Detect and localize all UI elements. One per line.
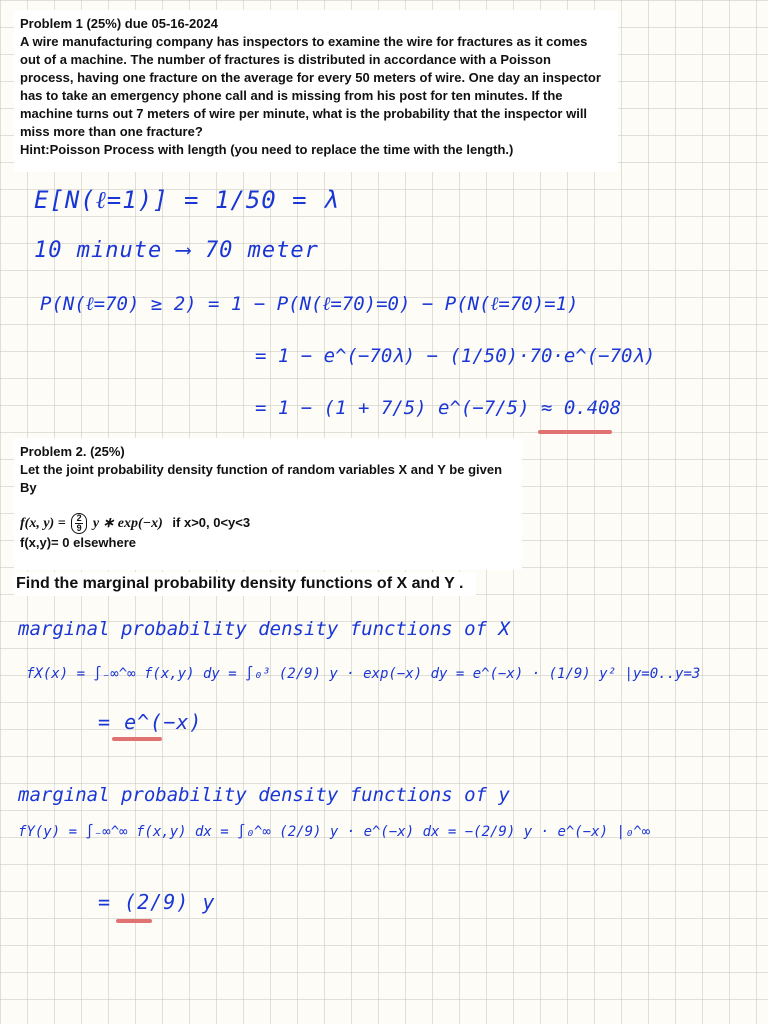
formula-condition: if x>0, 0<y<3	[172, 514, 251, 530]
handwritten-fx-result: = e^(−x)	[98, 710, 203, 734]
handwritten-fy-result: = (2/9) y	[98, 890, 216, 914]
fraction-top: 2	[76, 513, 82, 523]
problem1-title: Problem 1 (25%) due 05-16-2024	[20, 16, 218, 31]
fx-result-highlight	[112, 737, 162, 741]
problem1-line: out of a machine. The number of fractures is distributed in accordance with a Poisson	[20, 52, 551, 67]
handwritten-heading-x: marginal probability density functions of X	[18, 618, 510, 640]
problem1-box	[14, 10, 618, 172]
find-instruction: Find the marginal probability density functions of X and Y .	[14, 572, 476, 596]
handwritten-step-2: = 1 − e^(−70λ) − (1/50)·70·e^(−70λ)	[255, 345, 656, 367]
handwritten-step-3: = 1 − (1 + 7/5) e^(−7/5) ≈ 0.408	[255, 397, 622, 419]
handwritten-expectation: E[N(ℓ=1)] = 1/50 = λ	[34, 186, 339, 214]
problem1-line: has to take an emergency phone call and is missing from his post for ten minutes. If the	[20, 88, 563, 103]
handwritten-fy-derivation: fY(y) = ∫₋∞^∞ f(x,y) dx = ∫₀^∞ (2/9) y · e^(−x) dx = −(2/9) y · e^(−x) |₀^∞	[18, 824, 651, 840]
formula-lhs: f(x, y) =	[20, 515, 70, 531]
fraction-bottom: 9	[76, 523, 82, 533]
problem2-title: Problem 2. (25%)	[20, 444, 125, 459]
problem1-line: A wire manufacturing company has inspectors to examine the wire for fractures as it comes	[20, 34, 588, 49]
problem2-line: By	[20, 480, 37, 495]
problem2-line: Let the joint probability density function of random variables X and Y be given	[20, 462, 503, 477]
pdf-elsewhere: f(x,y)= 0 elsewhere	[20, 535, 136, 550]
problem1-line: miss more than one fracture?	[20, 124, 203, 139]
answer-highlight	[538, 430, 612, 434]
fy-result-highlight	[116, 919, 152, 923]
formula-rhs: y ∗ exp(−x)	[92, 515, 163, 531]
problem2-box	[14, 438, 522, 570]
handwritten-fx-derivation: fX(x) = ∫₋∞^∞ f(x,y) dy = ∫₀³ (2/9) y · exp(−x) dy = e^(−x) · (1/9) y² |y=0..y=3	[26, 666, 701, 682]
formula-fraction	[71, 513, 87, 534]
handwritten-probability-setup: P(N(ℓ=70) ≥ 2) = 1 − P(N(ℓ=70)=0) − P(N(ℓ=70)=1)	[40, 293, 579, 315]
handwritten-conversion: 10 minute ⟶ 70 meter	[34, 238, 319, 263]
pdf-formula	[20, 513, 516, 534]
handwritten-heading-y: marginal probability density functions of y	[18, 784, 510, 806]
problem1-line: machine turns out 7 meters of wire per minute, what is the probability that the inspector will	[20, 106, 588, 121]
problem1-hint: Hint:Poisson Process with length (you need to replace the time with the length.)	[20, 142, 514, 157]
problem1-line: process, having one fracture on the average for every 50 meters of wire. One day an inspector	[20, 70, 601, 85]
